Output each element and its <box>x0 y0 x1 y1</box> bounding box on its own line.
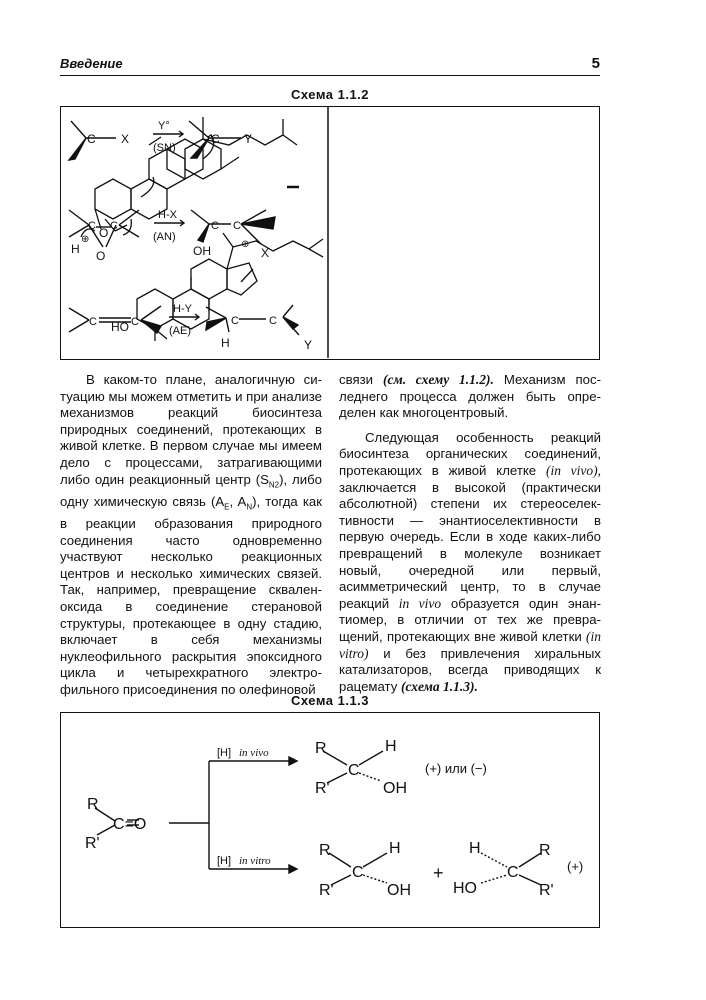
top-h: H <box>385 738 397 755</box>
an-o-label: O <box>96 249 106 263</box>
svg-text:C: C <box>233 220 241 232</box>
scheme-1-caption: Схема 1.1.2 <box>290 87 370 102</box>
section-title: Введение <box>60 56 123 71</box>
scheme-1-figure <box>60 106 600 360</box>
enantiomer-r: R <box>539 842 551 859</box>
svg-text:C: C <box>110 220 118 232</box>
sn-y-label: Y <box>244 132 253 146</box>
svg-text:C: C <box>131 316 139 328</box>
reactant-r-prime: R' <box>85 835 100 852</box>
svg-text:C: C <box>211 132 220 146</box>
svg-text:C: C <box>211 220 219 232</box>
svg-text:C: C <box>87 132 96 146</box>
left-paragraph: В каком-то плане, аналогичную ситуацию мы можем отметить и при анализе механизмов реакций биосинтеза природных соединений, протекающих в живой клетке. В первом случае мы имеем дело с процессами, затрагивающими либо один реакционный центр $(S_{N2})$, либо одну химическую связь ($A_E$, $A_N$), тогда как в реакции образования природного соединения часто одновременно участвуют несколько реакционных центров и несколько химических связей. Так, например, превращение сквален-оксида в соединение стерановой структуры, протекающее в одну стадию, включает в себя механизмы нуклеофильного раскрытия эпоксидного цикла и четырехкратного электрофильного присоединения по олефиновой <box>60 372 323 697</box>
arrow-top-condition: in vivo <box>239 747 269 759</box>
enantiomer-c: C <box>507 864 519 881</box>
plus-sign: + <box>433 863 444 883</box>
sn-label: (SN) <box>153 142 176 154</box>
ae-label: (AE) <box>169 325 191 337</box>
svg-text:C: C <box>88 220 96 232</box>
bottom-oh: OH <box>387 882 411 899</box>
scheme-2-caption: Схема 1.1.3 <box>290 693 370 708</box>
reactant-carbonyl: C=O <box>113 816 147 833</box>
bottom-r: R <box>319 842 331 859</box>
ae-h-label: H <box>221 336 230 350</box>
right-paragraph-1: связи (см. схему 1.1.2). Механизм последнего процесса должен быть определен как многоцентровый. <box>339 372 602 421</box>
svg-text:C: C <box>231 315 239 327</box>
top-r-prime: R' <box>315 780 330 797</box>
arrow-top-reagent: [H] <box>217 747 232 759</box>
sn-reagent: Y° <box>158 120 170 132</box>
an-x-label: X <box>261 246 270 260</box>
page-number: 5 <box>591 55 600 72</box>
bottom-r-prime: R' <box>319 882 334 899</box>
right-paragraph-2: Следующая особенность реакций биосинтеза органических соединений, протекающих в живой клетке (in vivo), заключается в высокой (практически абсолютной) степени их стереоселективности — энантиоселективности в первую очередь. Если в ходе каких-либо превращений в молекуле возникает новый, очередной или первый, асимметрический центр, то в случае реакций in vivo образуется один энантиомер, в отличии от тех же превращений, протекающих вне живой клетки (in vitro) и без привлечения хиральных катализаторов, всегда приводящих к рацемату (схема 1.1.3). <box>339 429 601 694</box>
epoxide-o-label: O <box>99 226 109 240</box>
cation-charge: ⊕ <box>241 239 250 250</box>
bottom-result: (+) <box>567 859 584 874</box>
an-label: (AN) <box>153 231 176 243</box>
enantiomer-ho: HO <box>453 880 477 897</box>
reactant-r: R <box>87 796 99 813</box>
arrow-bottom-reagent: [H] <box>217 855 232 867</box>
bottom-c: C <box>352 864 364 881</box>
running-header <box>60 56 600 76</box>
sn-x-label: X <box>121 132 130 146</box>
proton-charge: ⊕ <box>81 234 90 245</box>
bottom-h: H <box>389 840 401 857</box>
arrow-bottom-condition: in vitro <box>239 855 271 867</box>
top-r: R <box>315 740 327 757</box>
svg-text:C: C <box>269 315 277 327</box>
ae-reagent: H-Y <box>173 303 192 315</box>
left-column-text <box>60 372 322 699</box>
right-column-text <box>339 372 601 695</box>
top-result: (+) или (−) <box>425 761 487 776</box>
scheme-2-figure <box>60 712 600 928</box>
top-c: C <box>348 762 360 779</box>
svg-text:C: C <box>89 316 97 328</box>
top-oh: OH <box>383 780 407 797</box>
an-reagent: H-X <box>158 209 177 221</box>
enantiomer-h: H <box>469 840 481 857</box>
enantiomer-r-prime: R' <box>539 882 554 899</box>
an-oh-label: OH <box>193 244 211 258</box>
proton-label: H <box>71 242 80 256</box>
ae-y-label: Y <box>304 338 313 352</box>
header-rule <box>60 75 600 76</box>
hydroxyl-label: HO <box>111 320 129 334</box>
